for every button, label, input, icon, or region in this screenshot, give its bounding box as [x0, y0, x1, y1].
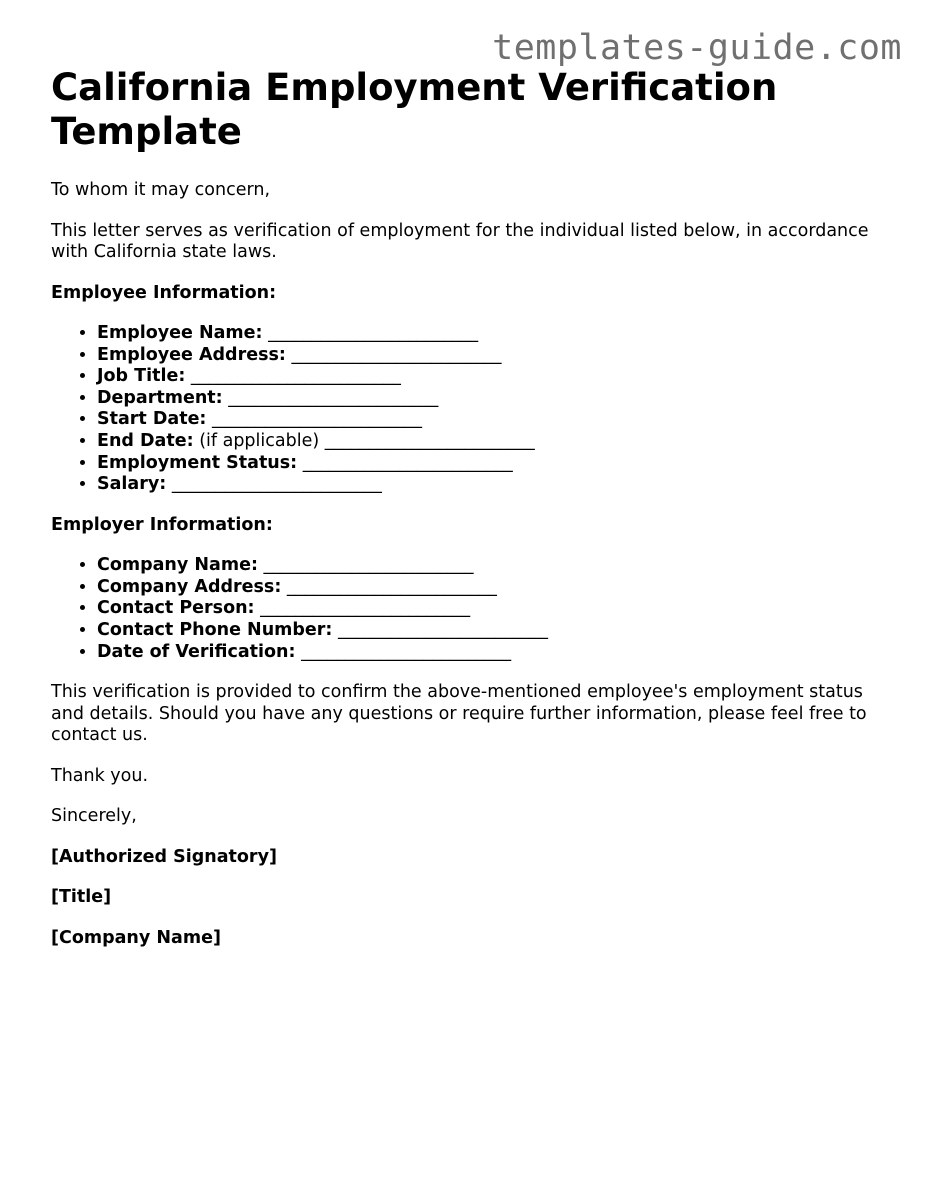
watermark-text: templates-guide.com	[492, 28, 902, 68]
field-label: End Date:	[97, 430, 194, 451]
blank-line: ________________________	[291, 344, 502, 365]
list-item-employee-address	[97, 345, 871, 367]
list-item-date-of-verification	[97, 642, 871, 664]
company-placeholder: [Company Name]	[51, 927, 221, 948]
field-label: Employee Name:	[97, 323, 263, 343]
field-label: Employment Status:	[97, 452, 298, 473]
list-item-start-date	[97, 409, 871, 431]
blank-line: ________________________	[324, 430, 535, 451]
employer-info-list	[51, 555, 871, 663]
blank-line: ________________________	[338, 620, 548, 641]
employee-info-list	[51, 323, 871, 496]
greeting: To whom it may concern,	[51, 180, 271, 200]
blank-line: ________________________	[301, 641, 512, 662]
list-item-contact-phone	[97, 620, 871, 642]
list-item-company-name	[97, 555, 871, 577]
field-label: Date of Verification:	[97, 641, 296, 662]
field-label: Company Address:	[97, 576, 282, 597]
blank-line: ________________________	[302, 452, 513, 473]
blank-line: ________________________	[212, 409, 423, 430]
blank-line: ________________________	[190, 366, 401, 387]
field-label: Start Date:	[97, 409, 207, 430]
document-title: California Employment Verification Template	[51, 66, 778, 153]
list-item-end-date	[97, 431, 871, 453]
field-label: Employee Address:	[97, 344, 286, 365]
field-label: Contact Person:	[97, 598, 255, 619]
list-item-employment-status	[97, 453, 871, 475]
signatory-placeholder: [Authorized Signatory]	[51, 846, 277, 867]
title-placeholder: [Title]	[51, 887, 112, 908]
blank-line: ________________________	[228, 387, 439, 408]
blank-line: ________________________	[263, 555, 474, 576]
list-item-salary	[97, 474, 871, 496]
field-note: (if applicable)	[199, 430, 320, 451]
blank-line: ________________________	[171, 474, 382, 495]
employee-section-heading: Employee Information:	[51, 282, 277, 303]
list-item-department	[97, 388, 871, 410]
intro-paragraph: This letter serves as verification of employment for the individual listed below, in accordance with California state laws.	[51, 220, 869, 262]
blank-line: ________________________	[286, 576, 497, 597]
list-item-company-address	[97, 577, 871, 599]
field-label: Department:	[97, 387, 223, 408]
list-item-contact-person	[97, 598, 871, 620]
employer-section-heading: Employer Information:	[51, 514, 273, 535]
field-label: Company Name:	[97, 555, 258, 576]
sign-off: Sincerely,	[51, 806, 137, 827]
blank-line: ________________________	[268, 323, 479, 343]
thanks-line: Thank you.	[51, 765, 149, 786]
list-item-employee-name	[97, 323, 871, 345]
field-label: Contact Phone Number:	[97, 620, 333, 641]
field-label: Salary:	[97, 474, 167, 495]
blank-line: ________________________	[260, 598, 471, 619]
field-label: Job Title:	[97, 366, 186, 387]
list-item-job-title	[97, 366, 871, 388]
closing-paragraph: This verification is provided to confirm the above-mentioned employee's employment status and details. Should you have any questions or require further information, please feel free to contact us.	[51, 682, 867, 746]
document-body	[51, 66, 871, 968]
